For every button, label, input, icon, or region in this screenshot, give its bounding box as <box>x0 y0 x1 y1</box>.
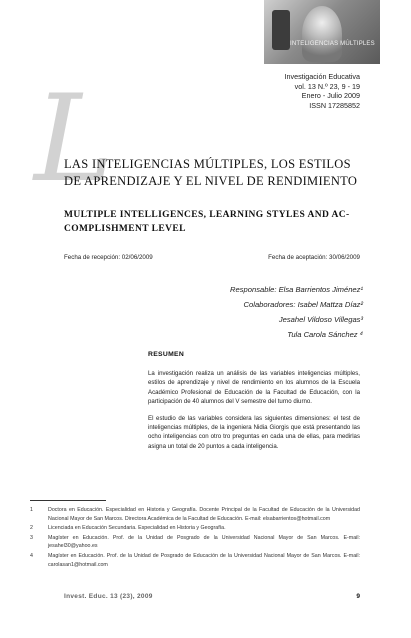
footnote-number: 3 <box>30 534 33 541</box>
abstract-heading: RESUMEN <box>148 351 185 358</box>
footnotes <box>30 506 360 570</box>
received-date: Fecha de recepción: 02/06/2009 <box>64 254 153 261</box>
article-title-english-line2: COMPLISHMENT LEVEL <box>64 224 186 234</box>
footnote-divider <box>30 500 106 501</box>
footnote-number: 1 <box>30 507 33 513</box>
article-title-english-line1: MULTIPLE INTELLIGENCES, LEARNING STYLES AND AC- <box>64 210 350 220</box>
journal-name: Investigación Educativa <box>284 72 360 81</box>
article-title-spanish: LAS INTELIGENCIAS MÚLTIPLES, LOS ESTILOS DE APRENDIZAJE Y EL NIVEL DE RENDIMIENTO <box>64 157 358 188</box>
footnote-text: Doctora en Educación. Especialidad en Historia y Geografía. Docente Principal de la Facultad de Educación de la Universidad Nacional Mayor de San Marcos. Directora Académica de la Facultad de Educación. E-mail: elsabarrientos@hotmail.com <box>48 507 360 522</box>
accepted-date: Fecha de aceptación: 30/06/2009 <box>268 254 360 261</box>
author-list <box>230 282 363 342</box>
cover-lamp-shape <box>272 10 290 50</box>
footnote-number: 2 <box>30 525 33 532</box>
journal-volume: vol. 13 N.º 23, 9 - 19 <box>294 81 360 91</box>
author-4: Tula Carola Sánchez ⁴ <box>287 330 363 339</box>
footnote-2 <box>30 524 360 533</box>
journal-cover-image <box>264 0 380 64</box>
abstract-paragraph-1: La investigación realiza un análisis de las variables inteligencias múltiples, estilos de aprendizaje y nivel de rendimiento en los alumnos de la Escuela Académico Profesional de Educación de la Facultad de Educación, con la participación de 40 alumnos del V semestre del turno diurno. <box>148 370 360 406</box>
footnote-text: Magíster en Educación. Prof. de la Unidad de Posgrado de la Universidad Nacional Mayor de San Marcos. E-mail: jesahel30@yahoo.es <box>48 534 360 550</box>
article-title-english <box>64 208 364 236</box>
footnote-text: Magíster en Educación. Prof. de la Unidad de Posgrado de Educación de la Universidad Nacional Mayor de San Marcos. E-mail: carolasan1@hotmail.com <box>48 552 360 568</box>
cover-figure-shape <box>302 6 342 62</box>
author-3: Jesahel Vildoso Villegas³ <box>278 315 363 324</box>
decorative-drop-letter: L <box>34 70 114 209</box>
abstract-paragraph-2: El estudio de las variables considera las siguientes dimensiones: el test de inteligencias múltiples, de la ingeniera Nidia Giorgis que está presentando las ocho inteligencias con otro tro preguntas en cada una de ellas, para medirlas asigna un total de 20 puntos a cada inteligencia. <box>148 414 360 450</box>
footnote-3 <box>30 534 360 551</box>
author-2: Colaboradores: Isabel Mattza Díaz² <box>243 300 363 309</box>
journal-info <box>284 72 360 110</box>
footnote-text: Licenciada en Educación Secundaria. Especialidad en Historia y Geografía. <box>48 525 226 532</box>
page-number: 9 <box>356 593 360 600</box>
abstract-body <box>148 369 360 458</box>
journal-issn: ISSN 17285852 <box>309 100 360 110</box>
journal-period: Enero - Julio 2009 <box>301 91 360 101</box>
footnote-number: 4 <box>30 552 33 559</box>
footnote-1 <box>30 506 360 523</box>
footer-citation: Invest. Educ. 13 (23), 2009 <box>64 593 153 600</box>
author-1: Responsable: Elsa Barrientos Jiménez¹ <box>230 285 363 294</box>
cover-caption: INTELIGENCIAS MÚLTIPLES <box>290 41 375 47</box>
footnote-4 <box>30 552 360 569</box>
